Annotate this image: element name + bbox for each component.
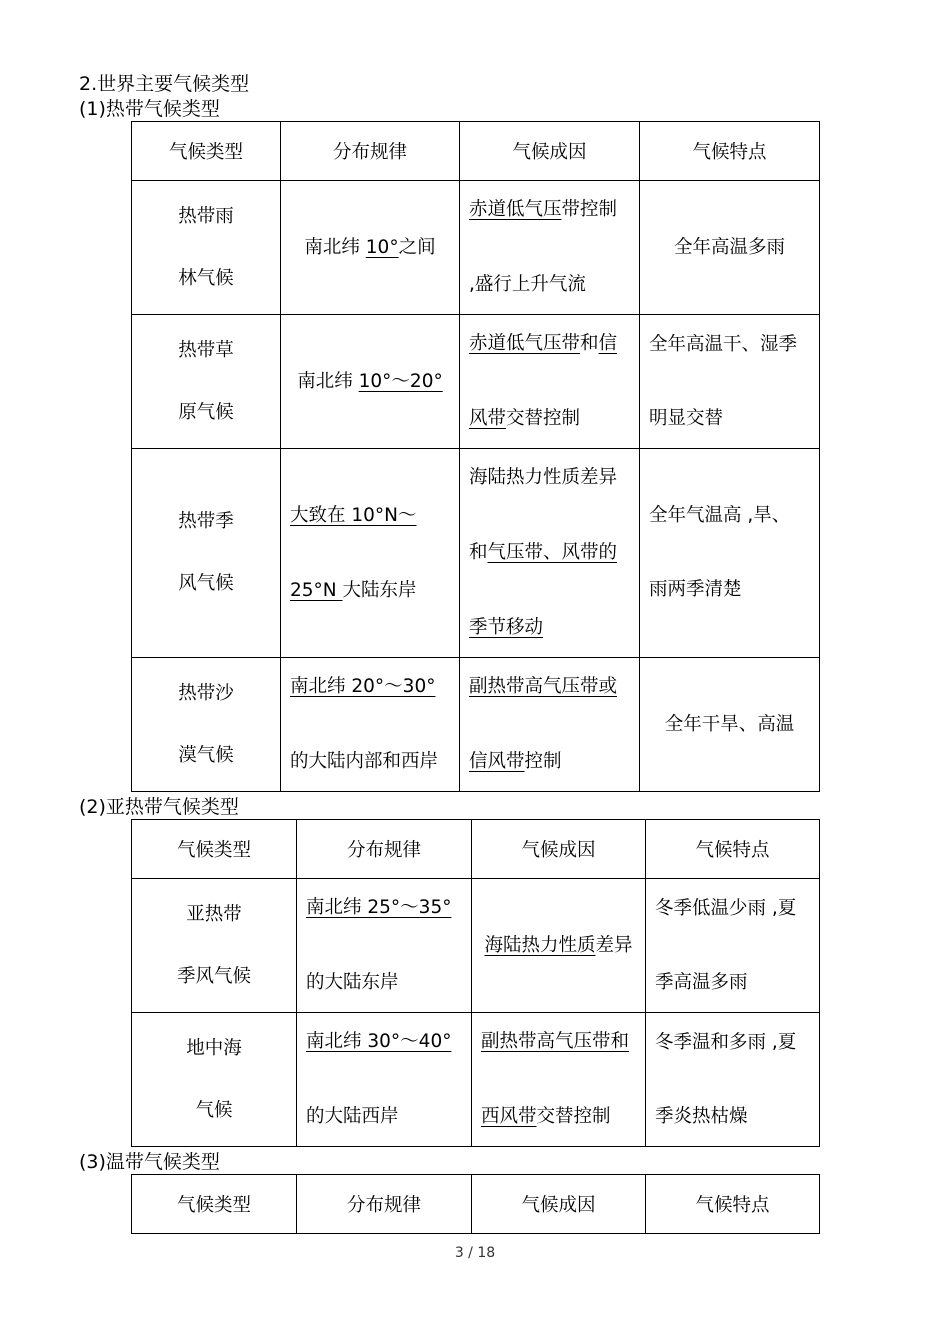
cell-line xyxy=(306,896,467,920)
distribution-cell xyxy=(281,315,460,449)
cell-line xyxy=(306,971,467,995)
cell-text-segment: 赤道低气压带 xyxy=(469,333,581,354)
section-heading: 2.世界主要气候类型 xyxy=(79,73,250,95)
cell-text-segment: 带控制 xyxy=(561,199,618,220)
cell-text-segment: 冬季低温少雨 ,夏 xyxy=(655,897,797,919)
column-header: 气候类型 xyxy=(132,1175,297,1234)
tropical-climate-table xyxy=(131,121,820,792)
cell-text-segment: 信风带 xyxy=(469,751,525,772)
cell-line xyxy=(649,578,815,602)
feature-cell xyxy=(640,658,820,792)
cell-text-segment: 和 xyxy=(580,333,599,354)
cell-line xyxy=(290,579,455,603)
climate-type-line: 亚热带 xyxy=(186,903,242,925)
cell-text-segment: 副热带高气压带和 xyxy=(481,1031,630,1052)
cell-line xyxy=(290,675,455,699)
climate-type-line: 风气候 xyxy=(178,573,234,594)
column-header: 分布规律 xyxy=(297,820,472,879)
cell-text-segment: 明显交替 xyxy=(649,407,724,429)
cell-text-segment: 10° xyxy=(365,236,399,258)
column-header: 分布规律 xyxy=(281,122,460,181)
cell-line xyxy=(469,198,635,222)
cell-text-segment: 季炎热枯燥 xyxy=(655,1105,748,1127)
cell-text-segment: 10°～20° xyxy=(358,370,443,392)
cell-line xyxy=(469,616,635,640)
cause-cell xyxy=(460,181,640,315)
climate-type-line: 热带沙 xyxy=(178,682,234,704)
feature-cell xyxy=(646,1013,820,1147)
subtropical-climate-table xyxy=(131,819,820,1147)
cell-text-segment: 南北纬 25°～35° xyxy=(306,897,452,918)
cell-line xyxy=(481,1030,641,1054)
column-header: 气候成因 xyxy=(460,122,640,181)
cause-cell xyxy=(460,315,640,449)
distribution-cell xyxy=(297,1013,472,1147)
subheading-temperate: (3)温带气候类型 xyxy=(79,1151,220,1173)
cell-text-segment: 之间 xyxy=(398,236,436,258)
table-header-row xyxy=(132,1175,820,1234)
cell-line xyxy=(290,504,455,528)
cell-text-segment: 季节移动 xyxy=(469,617,544,638)
cell-line xyxy=(469,675,635,699)
cell-text-segment: 交替控制 xyxy=(506,408,581,429)
subheading-subtropical: (2)亚热带气候类型 xyxy=(79,796,239,818)
cell-line xyxy=(472,934,645,958)
feature-cell xyxy=(640,449,820,658)
temperate-climate-table xyxy=(131,1174,820,1234)
cell-line xyxy=(469,466,635,490)
cause-cell xyxy=(460,449,640,658)
table-row xyxy=(132,1013,820,1147)
climate-type-cell xyxy=(132,181,281,315)
cell-line xyxy=(649,504,815,528)
cell-text-segment: 冬季温和多雨 ,夏 xyxy=(655,1031,797,1053)
cell-line xyxy=(281,370,459,394)
table-row xyxy=(132,181,820,315)
distribution-cell xyxy=(281,181,460,315)
cause-cell xyxy=(472,879,646,1013)
cell-line xyxy=(640,236,819,260)
climate-type-line: 漠气候 xyxy=(178,744,234,766)
cell-text-segment: 大陆东岸 xyxy=(342,579,417,601)
table-row xyxy=(132,658,820,792)
table-header-row xyxy=(132,122,820,181)
climate-type-cell xyxy=(132,879,297,1013)
cell-text-segment: 全年高温多雨 xyxy=(673,236,785,258)
climate-type-line: 林气候 xyxy=(178,267,234,289)
feature-cell xyxy=(640,315,820,449)
cell-text-segment: 副热带高气压带或 xyxy=(469,676,618,697)
climate-type-cell xyxy=(132,1013,297,1147)
climate-type-line: 热带雨 xyxy=(178,205,234,227)
cell-line xyxy=(469,273,635,297)
climate-type-line: 热带草 xyxy=(178,339,234,361)
feature-cell xyxy=(646,879,820,1013)
column-header: 气候类型 xyxy=(132,820,297,879)
cell-text-segment: 赤道低气压 xyxy=(469,199,562,220)
table-row xyxy=(132,315,820,449)
page-number: 3 / 18 xyxy=(454,1245,496,1261)
column-header: 气候特点 xyxy=(640,122,820,181)
cell-text-segment: 的大陆东岸 xyxy=(306,972,399,993)
cell-line xyxy=(640,713,819,737)
column-header: 气候成因 xyxy=(472,1175,646,1234)
cell-text-segment: 的大陆西岸 xyxy=(306,1106,399,1127)
climate-type-line: 气候 xyxy=(195,1099,233,1121)
cell-text-segment: 和 xyxy=(469,542,488,563)
column-header: 气候成因 xyxy=(472,820,646,879)
cell-line xyxy=(649,407,815,431)
cell-line xyxy=(655,1105,815,1129)
cell-line xyxy=(655,1031,815,1055)
cell-line xyxy=(281,236,459,260)
cell-text-segment: 风带 xyxy=(469,408,507,429)
climate-type-line: 热带季 xyxy=(178,511,234,532)
cell-text-segment: 大致在 10°N～ xyxy=(290,504,417,526)
column-header: 气候特点 xyxy=(646,820,820,879)
cell-text-segment: 季高温多雨 xyxy=(655,971,748,993)
cell-line xyxy=(469,407,635,431)
climate-type-cell xyxy=(132,658,281,792)
cell-text-segment: 全年干旱、高温 xyxy=(664,713,795,735)
climate-type-line: 地中海 xyxy=(186,1037,242,1059)
cell-text-segment: 南北纬 xyxy=(297,370,359,392)
climate-type-cell xyxy=(132,449,281,658)
feature-cell xyxy=(640,181,820,315)
cell-text-segment: 交替控制 xyxy=(536,1106,611,1127)
cell-text-segment: 南北纬 xyxy=(304,236,366,258)
cell-text-segment: 全年高温干、湿季 xyxy=(649,333,798,355)
cell-line xyxy=(655,897,815,921)
climate-type-cell xyxy=(132,315,281,449)
cell-text-segment: ,盛行上升气流 xyxy=(469,274,586,295)
climate-type-line: 季风气候 xyxy=(176,965,251,987)
cell-line xyxy=(469,750,635,774)
distribution-cell xyxy=(297,879,472,1013)
cell-text-segment: 海陆热力性质差异 xyxy=(469,467,618,488)
cell-text-segment: 雨两季清楚 xyxy=(649,579,742,600)
distribution-cell xyxy=(281,449,460,658)
subheading-tropical: (1)热带气候类型 xyxy=(79,98,220,120)
distribution-cell xyxy=(281,658,460,792)
cell-line xyxy=(306,1030,467,1054)
cause-cell xyxy=(472,1013,646,1147)
cell-text-segment: 南北纬 20°～30° xyxy=(290,676,436,697)
column-header: 分布规律 xyxy=(297,1175,472,1234)
cell-line xyxy=(481,1105,641,1129)
cell-text-segment: 信 xyxy=(598,333,618,354)
cell-line xyxy=(469,541,635,565)
column-header: 气候特点 xyxy=(646,1175,820,1234)
cell-text-segment: 海陆热力性质 xyxy=(484,934,596,956)
cell-line xyxy=(306,1105,467,1129)
cell-text-segment: 南北纬 30°～40° xyxy=(306,1031,452,1052)
cell-line xyxy=(469,332,635,356)
cell-text-segment: 西风带 xyxy=(481,1106,537,1127)
cell-text-segment: 控制 xyxy=(524,751,562,772)
column-header: 气候类型 xyxy=(132,122,281,181)
cell-line xyxy=(649,333,815,357)
cause-cell xyxy=(460,658,640,792)
cell-text-segment: 差异 xyxy=(595,934,633,956)
cell-line xyxy=(655,971,815,995)
table-row xyxy=(132,879,820,1013)
cell-text-segment: 的大陆内部和西岸 xyxy=(290,751,439,772)
climate-type-line: 原气候 xyxy=(178,401,234,423)
cell-text-segment: 气压带、风带的 xyxy=(487,542,618,563)
cell-line xyxy=(290,750,455,774)
cell-text-segment: 全年气温高 ,旱、 xyxy=(649,505,791,526)
table-row xyxy=(132,449,820,658)
cell-text-segment: 25°N xyxy=(290,579,343,601)
table-header-row xyxy=(132,820,820,879)
